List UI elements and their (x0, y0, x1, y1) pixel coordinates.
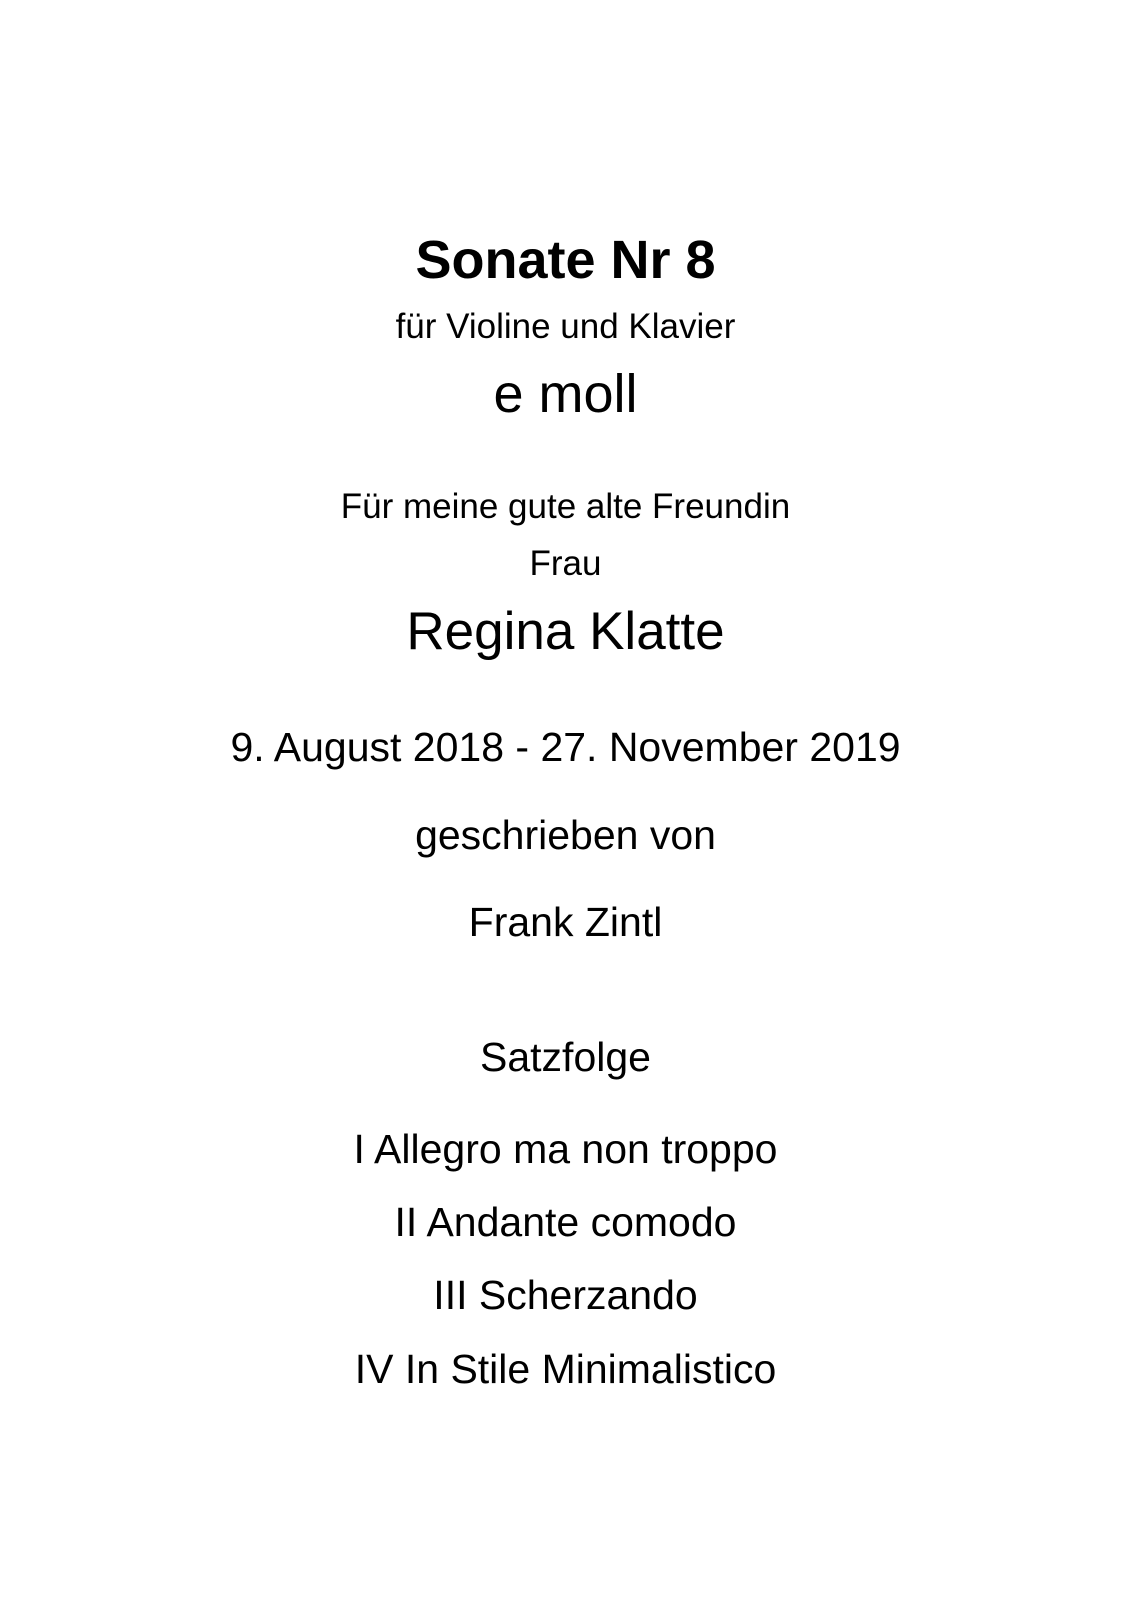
movements-heading: Satzfolge (480, 1034, 651, 1080)
movement-item: II Andante comodo (394, 1199, 737, 1245)
composer-name: Frank Zintl (468, 899, 663, 945)
movement-item: III Scherzando (433, 1272, 698, 1318)
instrumentation: für Violine und Klavier (395, 307, 736, 346)
dedication-salutation: Frau (529, 544, 602, 583)
written-by-label: geschrieben von (415, 812, 716, 858)
dedication-line: Für meine gute alte Freundin (340, 487, 791, 526)
page-title: Sonate Nr 8 (415, 230, 716, 290)
movement-item: I Allegro ma non troppo (353, 1126, 778, 1172)
key-signature: e moll (493, 364, 638, 424)
movement-item: IV In Stile Minimalistico (354, 1346, 777, 1392)
composition-dates: 9. August 2018 - 27. November 2019 (230, 724, 901, 770)
dedicatee-name: Regina Klatte (406, 602, 725, 661)
